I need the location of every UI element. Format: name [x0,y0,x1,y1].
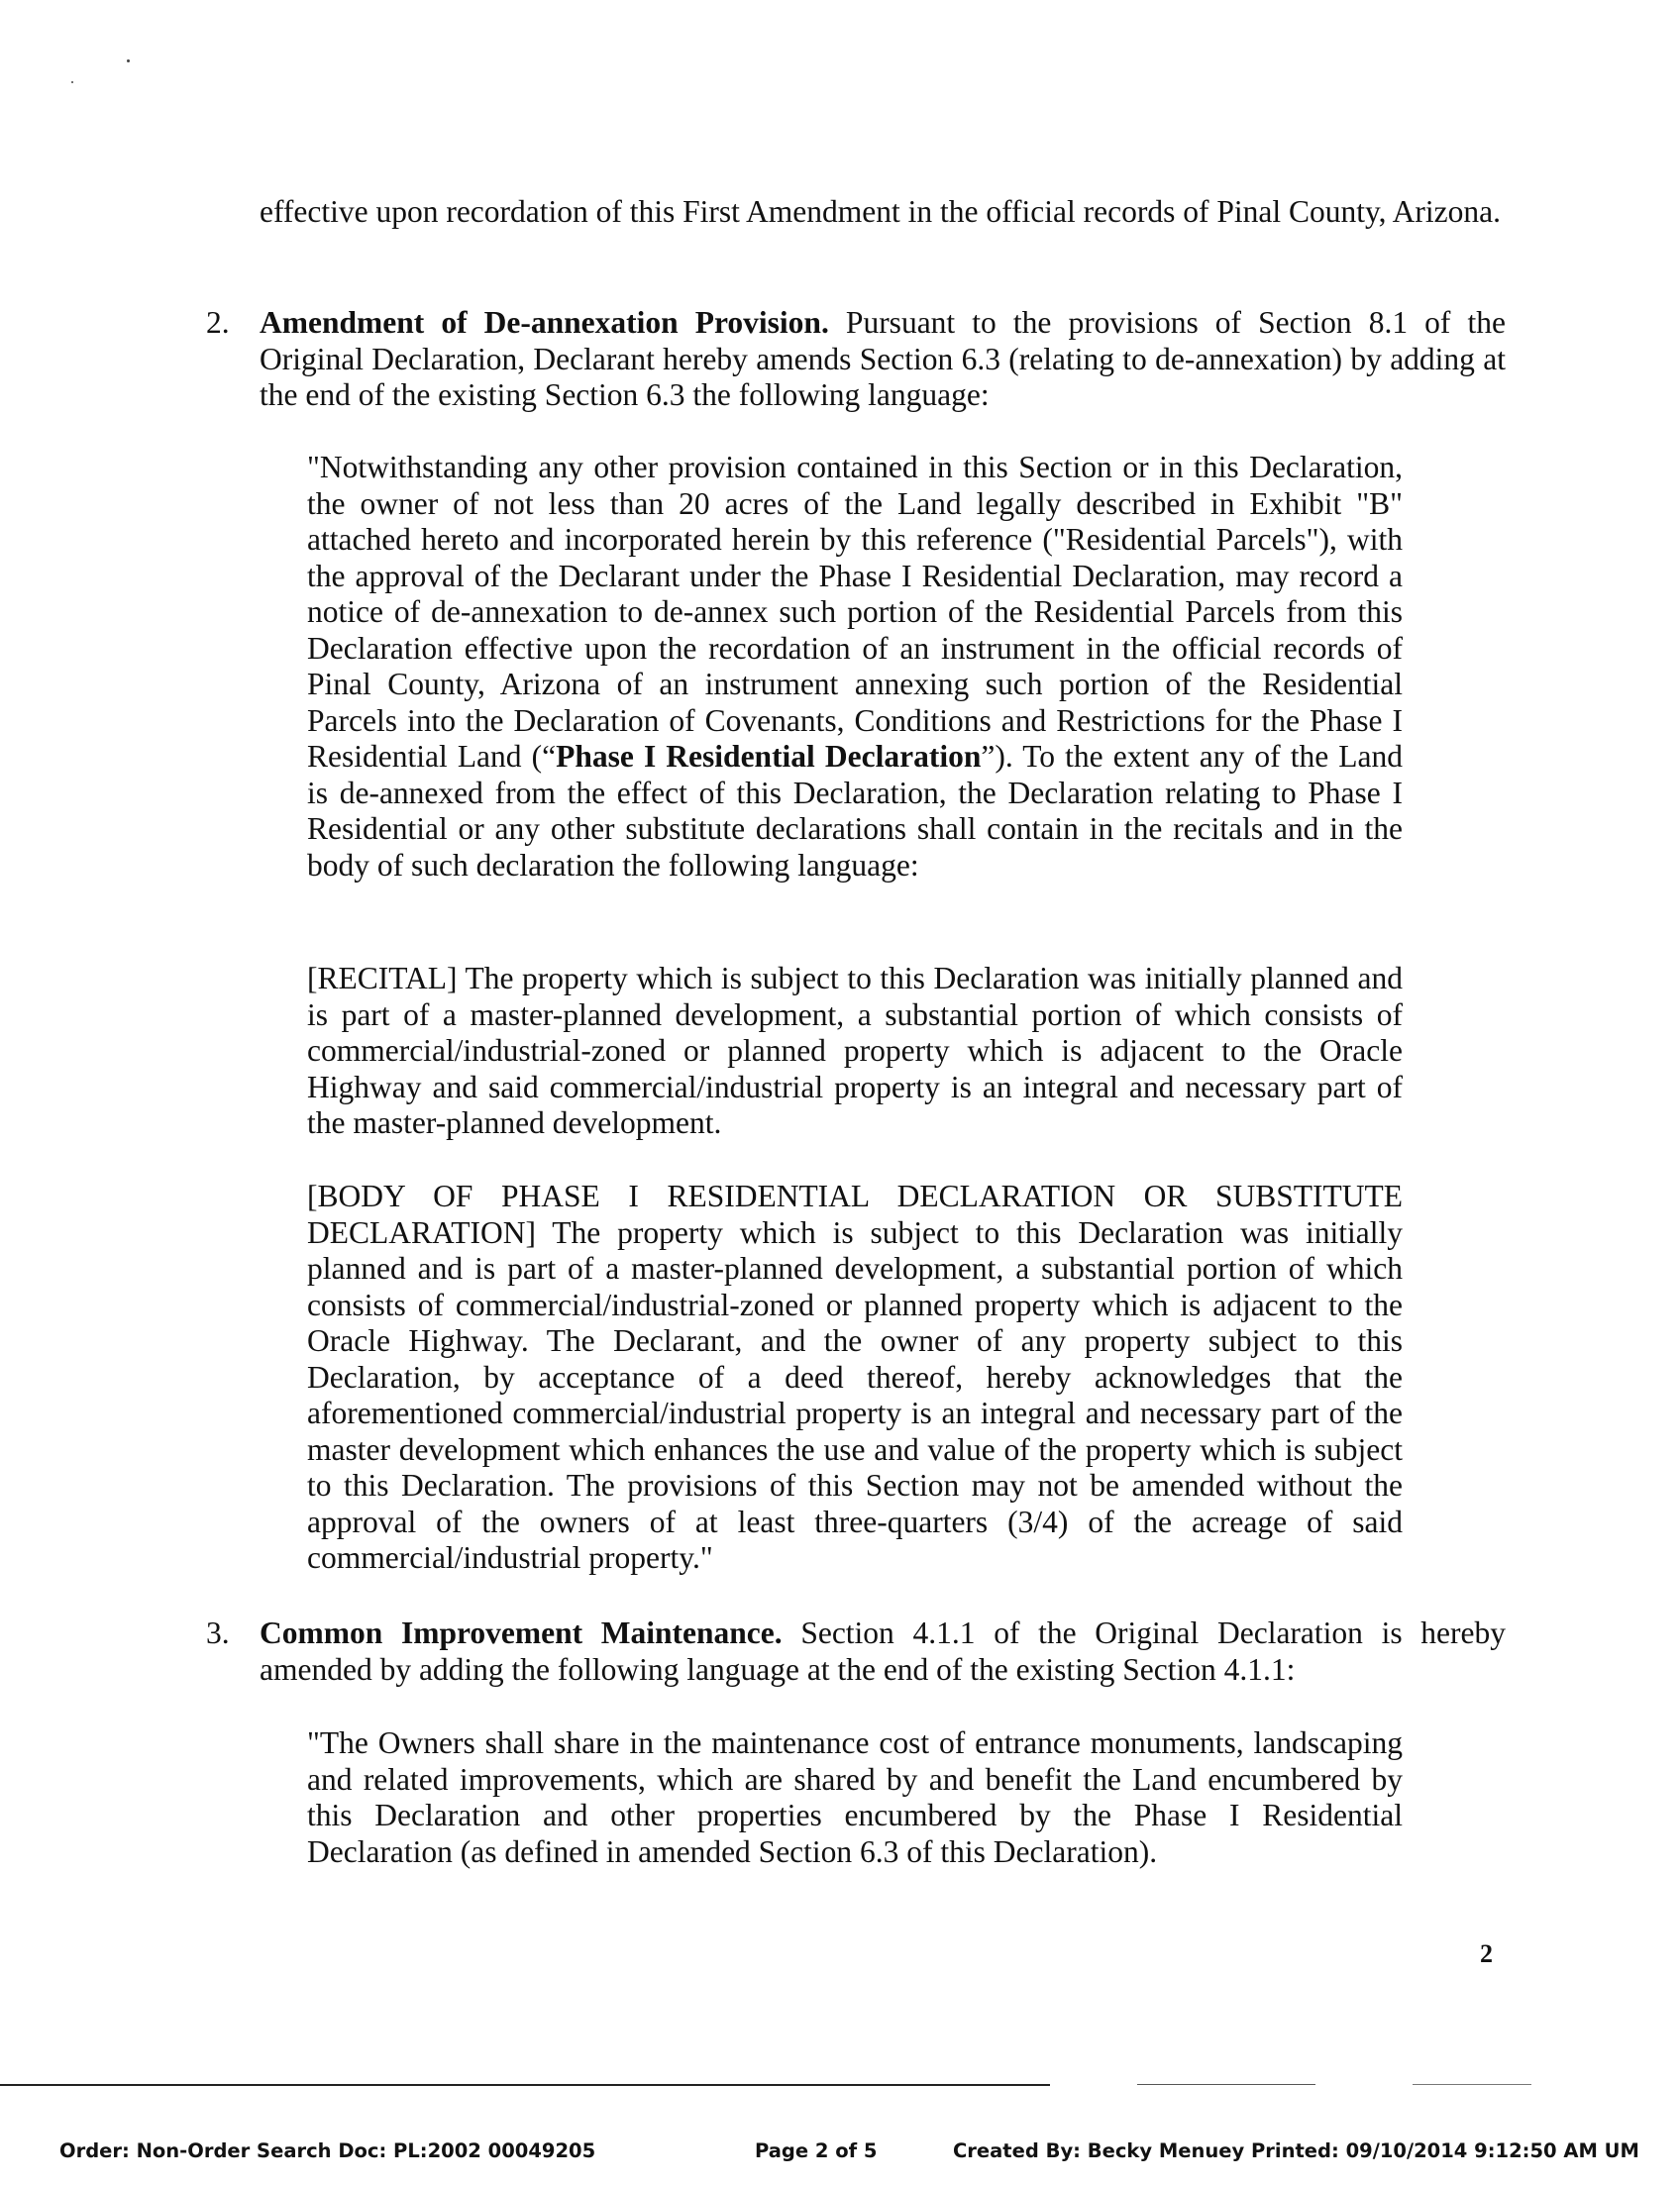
section-2-text: Pursuant to the provisions of Section 8.1 of the Original Declaration, Declarant hereby amends Section 6.3 (relating to de-annexation) by adding at the end of the existing Section 6.3 the following language: [260,305,1506,412]
body-paragraph: [BODY OF PHASE I RESIDENTIAL DECLARATION OR SUBSTITUTE DECLARATION] The property which is subject to this Declaration was initially planned and is part of a master-planned development, a substantial portion of which consists of commercial/industrial-zoned or planned property which is adjacent to the Oracle Highway. The Declarant, and the owner of any property subject to this Declaration, by acceptance of a deed thereof, hereby acknowledges that the aforementioned commercial/industrial property is an integral and necessary part of the master development which enhances the use and value of the property which is subject to this Declaration. The provisions of this Section may not be amended without the approval of the owners of at least three-quarters (3/4) of the acreage of said commercial/industrial property." [307,1179,1403,1575]
section-3-text: Section 4.1.1 of the Original Declaration is hereby amended by adding the following language at the end of the existing Section 4.1.1: [260,1615,1506,1687]
footer-page-info: Page 2 of 5 [755,2139,878,2162]
scan-speck [71,81,73,83]
quote-defined-term: Phase I Residential Declaration [556,739,982,774]
footer-divider [0,2084,1050,2086]
footer-divider-faint [1137,2084,1315,2085]
quote-part-a: "Notwithstanding any other provision contained in this Section or in this Declaration, the owner of not less than 20 acres of the Land legally described in Exhibit "B" attached hereto and incorporated herein by this reference ("Residential Parcels"), with the approval of the Declarant under the Phase I Residential Declaration, may record a notice of de-annexation to de-annex such portion of the Residential Parcels from this Declaration effective upon the recordation of an instrument in the official records of Pinal County, Arizona of an instrument annexing such portion of the Residential Parcels into the Declaration of Covenants, Conditions and Restrictions for the Phase I Residential Land (“ [307,450,1403,774]
scan-speck [127,59,130,62]
section-2-quote-notwithstanding [307,450,1403,884]
intro-paragraph: effective upon recordation of this First Amendment in the official records of Pinal County, Arizona. [260,194,1502,229]
section-2-number: 2. [206,305,230,340]
footer-order-info: Order: Non-Order Search Doc: PL:2002 00049205 [59,2139,596,2162]
section-2 [206,305,1506,414]
footer-created-info: Created By: Becky Menuey Printed: 09/10/2014 9:12:50 AM UM [953,2139,1639,2162]
page-number: 2 [1480,1939,1493,1968]
section-3-number: 3. [206,1615,230,1650]
quote-part-b: ”). To the extent any of the Land is de-annexed from the effect of this Declaration, the Declaration relating to Phase I Residential or any other substitute declarations shall contain in the recitals and in the body of such declaration the following language: [307,739,1403,883]
section-3-heading: Common Improvement Maintenance. [260,1615,783,1650]
footer-divider-faint [1413,2084,1531,2085]
section-2-heading: Amendment of De-annexation Provision. [260,305,829,340]
section-3 [206,1615,1506,1688]
recital-paragraph: [RECITAL] The property which is subject to this Declaration was initially planned and is part of a master-planned development, a substantial portion of which consists of commercial/industrial-zoned or planned property which is adjacent to the Oracle Highway and said commercial/industrial property is an integral and necessary part of the master-planned development. [307,961,1403,1140]
section-3-quote: "The Owners shall share in the maintenance cost of entrance monuments, landscaping and related improvements, which are shared by and benefit the Land encumbered by this Declaration and other properties encumbered by the Phase I Residential Declaration (as defined in amended Section 6.3 of this Declaration). [307,1725,1403,1869]
